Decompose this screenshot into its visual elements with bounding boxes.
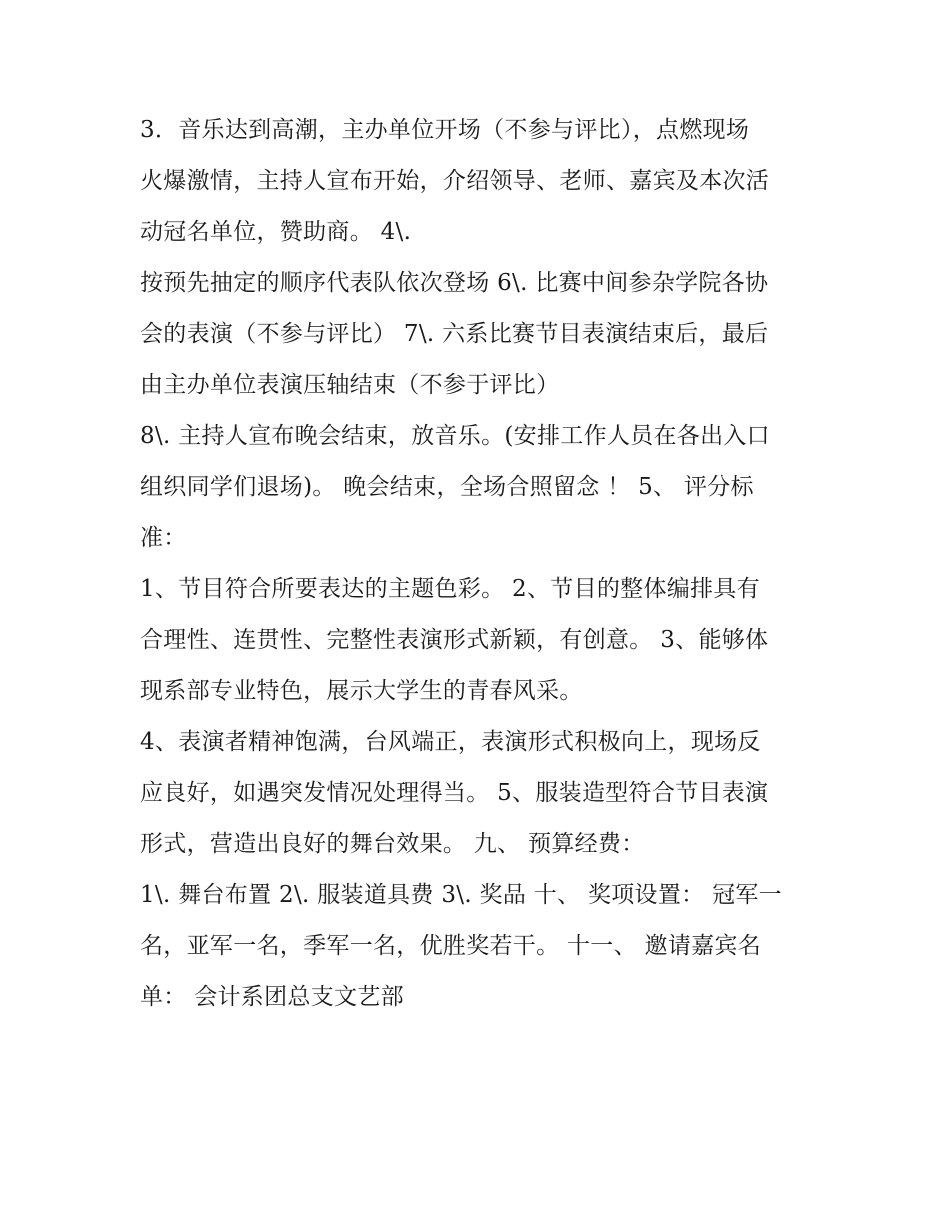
text-line: 应良好，如遇突发情况处理得当。 5、服装造型符合节目表演 xyxy=(140,780,769,806)
text-line: 会的表演（不参与评比） 7\. 六系比赛节目表演结束后，最后 xyxy=(140,321,769,347)
text-line: 火爆激情，主持人宣布开始，介绍领导、老师、嘉宾及本次活 xyxy=(140,168,770,194)
text-line: 合理性、连贯性、完整性表演形式新颖，有创意。 3、能够体 xyxy=(140,627,769,653)
text-line: 1、节目符合所要表达的主题色彩。 2、节目的整体编排具有 xyxy=(140,576,760,602)
text-line: 名，亚军一名，季军一名，优胜奖若干。 十一、 邀请嘉宾名 xyxy=(140,933,762,959)
text-line: 1\. 舞台布置 2\. 服装道具费 3\. 奖品 十、 奖项设置： 冠军一 xyxy=(140,882,782,908)
document-body xyxy=(140,105,820,1023)
text-line: 由主办单位表演压轴结束（不参于评比） xyxy=(140,372,560,398)
text-line: 组织同学们退场)。 晚会结束，全场合照留念 ！ 5、 评分标 xyxy=(140,474,754,500)
text-line: 现系部专业特色，展示大学生的青春风采。 xyxy=(140,678,583,704)
text-line: 单： 会计系团总支文艺部 xyxy=(140,984,404,1010)
text-line: 准： xyxy=(140,525,187,551)
text-line: 形式，营造出良好的舞台效果。 九、 预算经费： xyxy=(140,831,645,857)
text-line: 8\. 主持人宣布晚会结束，放音乐。(安排工作人员在各出入口 xyxy=(140,423,770,449)
text-line: 4、表演者精神饱满，台风端正，表演形式积极向上，现场反 xyxy=(140,729,761,755)
text-line: 3．音乐达到高潮，主办单位开场（不参与评比），点燃现场 xyxy=(140,117,750,143)
text-line: 按预先抽定的顺序代表队依次登场 6\. 比赛中间参杂学院各协 xyxy=(140,270,769,296)
text-line: 动冠名单位，赞助商。 4\. xyxy=(140,219,412,245)
